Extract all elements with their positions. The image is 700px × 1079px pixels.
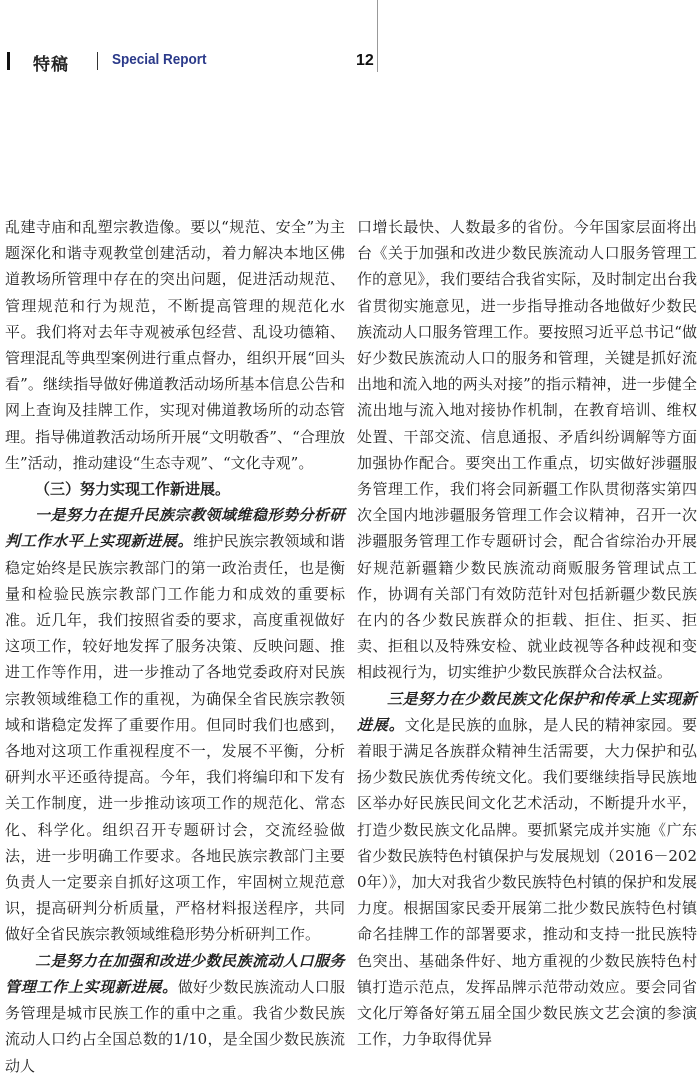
top-divider-line — [377, 0, 378, 72]
paragraph-body: 文化是民族的血脉，是人民的精神家园。要着眼于满足各族群众精神生活需要，大力保护和弘扬少数民族优秀传统文化。我们要继续指导民族地区举办好民族民间文化艺术活动，不断提升水平，打造少数民族文化品牌。要抓紧完成并实施《广东省少数民族特色村镇保护与发展规划（2016－2020年）》，加大对我省少数民族特色村镇的保护和发展力度。根据国家民委开展第二批少数民族特色村镇命名挂牌工作的部署要求，推动和支持一批民族特色突出、基础条件好、地方重视的少数民族特色村镇打造示范点，发挥品牌示范带动效应。要会同省文化厅筹备好第五届全国少数民族文艺会演的参演工作，力争取得优异 — [357, 715, 697, 1049]
paragraph: 口增长最快、人数最多的省份。今年国家层面将出台《关于加强和改进少数民族流动人口服务管理工作的意见》，我们要结合我省实际，及时制定出台我省贯彻实施意见，进一步指导推动各地做好少数民族流动人口服务管理工作。要按照习近平总书记“做好少数民族流动人口的服务和管理，关键是抓好流出地和流入地的两头对接”的指示精神，进一步健全流出地与流入地对接协作机制，在教育培训、维权处置、干部交流、信息通报、矛盾纠纷调解等方面加强协作配合。要突出工作重点，切实做好涉疆服务管理工作，我们将会同新疆工作队贯彻落实第四次全国内地涉疆服务管理工作会议精神，召开一次涉疆服务管理工作专题研讨会，配合省综治办开展好规范新疆籍少数民族流动商贩服务管理试点工作，协调有关部门有效防范针对包括新疆少数民族在内的各少数民族群众的拒载、拒住、拒买、拒卖、拒租以及特殊安检、就业歧视等各种歧视和变相歧视行为，切实维护少数民族群众合法权益。 — [357, 218, 697, 682]
page-number: 12 — [356, 52, 374, 69]
paragraph-body: 做好少数民族流动人口服务管理是城市民族工作的重中之重。我省少数民族流动人口约占全国总数的1/10，是全国少数民族流动人 — [5, 977, 345, 1075]
section-title-cn: 特稿 — [33, 55, 69, 75]
paragraph — [357, 686, 697, 1053]
header-divider — [97, 52, 98, 70]
section-heading: （三）努力实现工作新进展。 — [35, 480, 231, 499]
paragraph-body: 维护民族宗教领域和谐稳定始终是民族宗教部门的第一政治责任，也是衡量和检验民族宗教部门工作能力和成效的重要标准。近几年，我们按照省委的要求，高度重视做好这项工作，较好地发挥了服务决策、反映问题、推进工作等作用，进一步推动了各地党委政府对民族宗教领域维稳工作的重视，为确保全省民族宗教领域和谐稳定发挥了重要作用。但同时我们也感到，各地对这项工作重视程度不一，发展不平衡，分析研判水平还亟待提高。今年，我们将编印和下发有关工作制度，进一步推动该项工作的规范化、常态化、科学化。组织召开专题研讨会，交流经验做法，进一步明确工作要求。各地民族宗教部门主要负责人一定要亲自抓好这项工作，牢固树立规范意识，提高研判分析质量，严格材料报送程序，共同做好全省民族宗教领域维稳形势分析研判工作。 — [5, 532, 345, 944]
left-column — [5, 214, 345, 1079]
paragraph — [5, 948, 345, 1079]
paragraph: 乱建寺庙和乱塑宗教造像。要以“规范、安全”为主题深化和谐寺观教堂创建活动，着力解决本地区佛道教场所管理中存在的突出问题，促进活动规范、管理规范和行为规范，不断提高管理的规范化水平。我们将对去年寺观被承包经营、乱设功德箱、管理混乱等典型案例进行重点督办，组织开展“回头看”。继续指导做好佛道教活动场所基本信息公告和网上查询及挂牌工作，实现对佛道教场所的动态管理。指导佛道教活动场所开展“文明敬香”、“合理放生”活动，推动建设“生态寺观”、“文化寺观”。 — [5, 218, 345, 472]
paragraph — [5, 502, 345, 947]
section-title-en: Special Report — [112, 51, 207, 68]
header-accent-bar — [7, 52, 10, 70]
paragraph-lead: 一是努力在提升民族宗教领域维稳形势分析研判工作水平上实现新进展。 — [5, 506, 346, 551]
right-column — [357, 214, 697, 1053]
paragraph-lead: 三是努力在少数民族文化保护和传承上实现新进展。 — [357, 689, 698, 734]
paragraph-lead: 二是努力在加强和改进少数民族流动人口服务管理工作上实现新进展。 — [5, 951, 346, 996]
